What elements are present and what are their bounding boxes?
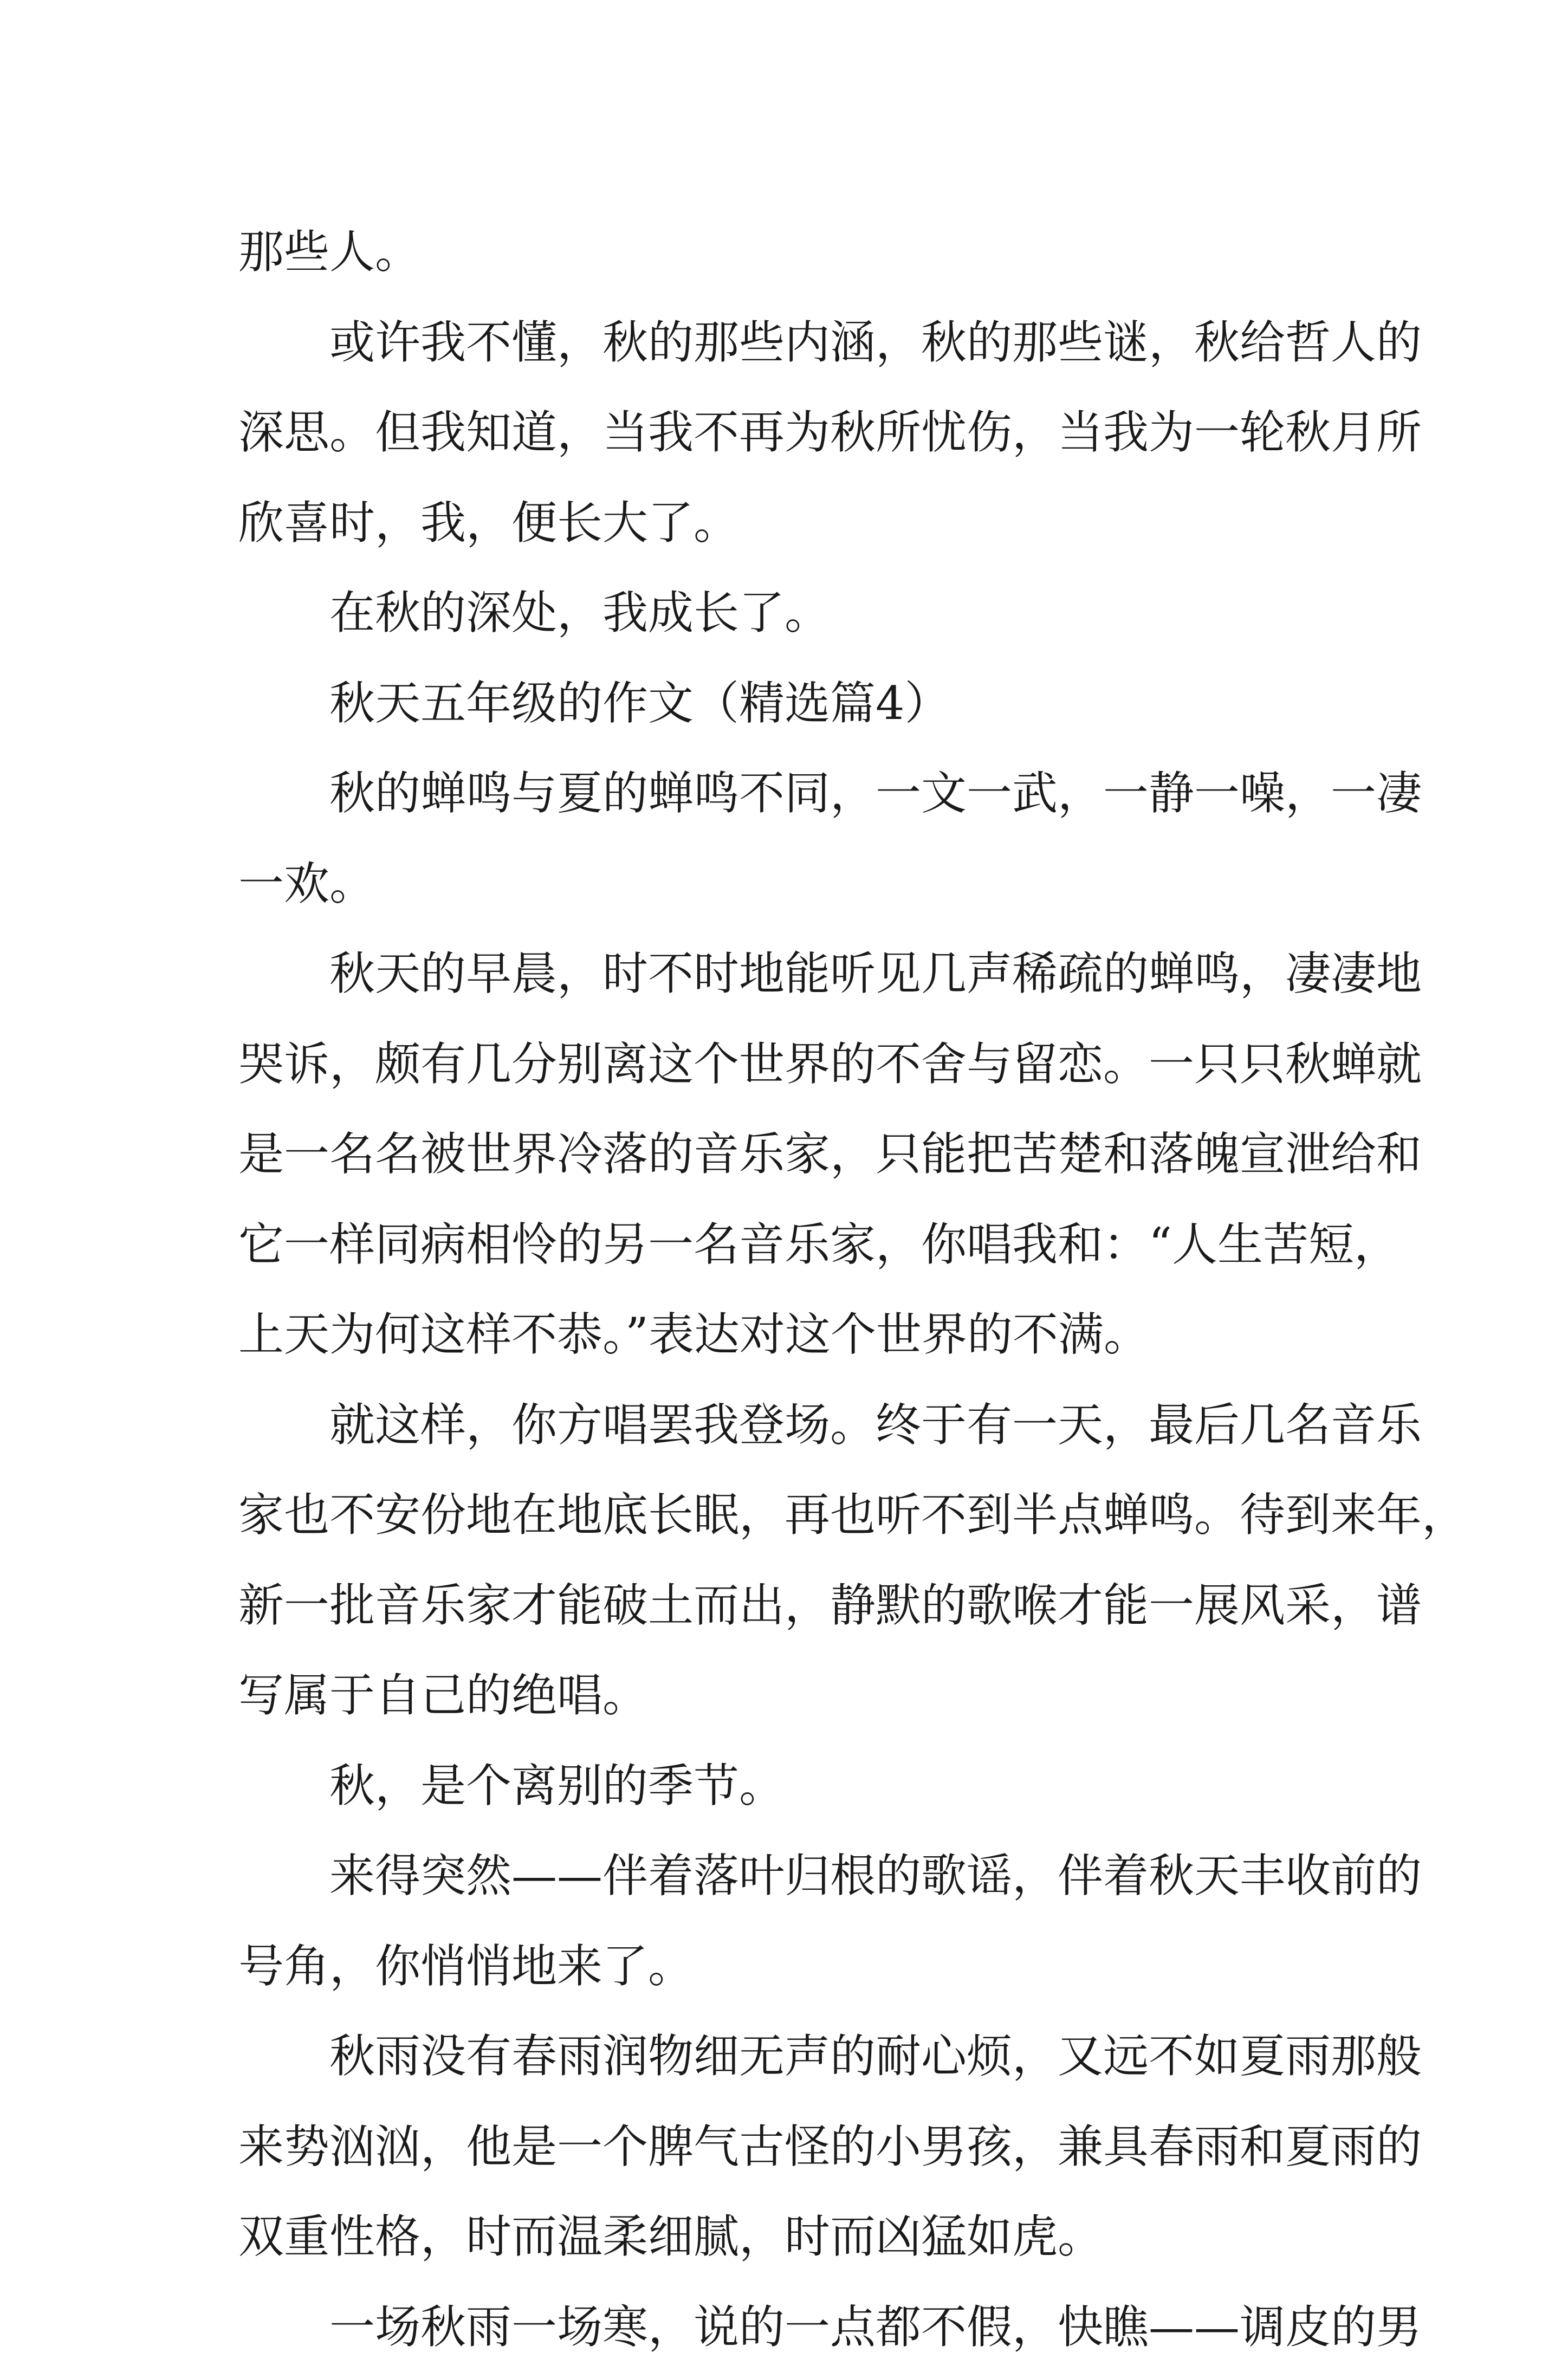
text-line: 它一样同病相怜的另一名音乐家，你唱我和：“人生苦短，	[238, 1200, 1327, 1290]
text-line: 一欢。	[238, 839, 1327, 929]
text-line: 深思。但我知道，当我不再为秋所忧伤，当我为一轮秋月所	[238, 387, 1327, 478]
text-line: 一场秋雨一场寒，说的一点都不假，快瞧——调皮的男	[238, 2282, 1327, 2372]
text-line: 上天为何这样不恭。”表达对这个世界的不满。	[238, 1289, 1327, 1380]
text-line: 秋的蝉鸣与夏的蝉鸣不同，一文一武，一静一噪，一凄	[238, 748, 1327, 839]
text-line: 在秋的深处，我成长了。	[238, 568, 1327, 658]
text-line: 家也不安份地在地底长眠，再也听不到半点蝉鸣。待到来年，	[238, 1470, 1327, 1560]
text-line: 是一名名被世界冷落的音乐家，只能把苦楚和落魄宣泄给和	[238, 1109, 1327, 1200]
text-line: 来得突然——伴着落叶归根的歌谣，伴着秋天丰收前的	[238, 1831, 1327, 1921]
text-line: 就这样，你方唱罢我登场。终于有一天，最后几名音乐	[238, 1380, 1327, 1470]
text-line: 秋天的早晨，时不时地能听见几声稀疏的蝉鸣，凄凄地	[238, 929, 1327, 1019]
text-line: 秋雨没有春雨润物细无声的耐心烦，又远不如夏雨那般	[238, 2011, 1327, 2102]
text-line: 新一批音乐家才能破土而出，静默的歌喉才能一展风采，谱	[238, 1560, 1327, 1651]
text-line: 秋天五年级的作文（精选篇4）	[238, 658, 1327, 749]
text-line: 秋，是个离别的季节。	[238, 1741, 1327, 1831]
text-line: 欣喜时，我，便长大了。	[238, 478, 1327, 568]
text-line: 来势汹汹，他是一个脾气古怪的小男孩，兼具春雨和夏雨的	[238, 2102, 1327, 2192]
text-line: 那些人。	[238, 207, 1327, 297]
body-text	[238, 207, 1327, 2372]
text-line: 写属于自己的绝唱。	[238, 1650, 1327, 1741]
text-line: 双重性格，时而温柔细腻，时而凶猛如虎。	[238, 2192, 1327, 2282]
text-line: 号角，你悄悄地来了。	[238, 1921, 1327, 2012]
text-line: 或许我不懂，秋的那些内涵，秋的那些谜，秋给哲人的	[238, 297, 1327, 388]
text-line: 哭诉，颇有几分别离这个世界的不舍与留恋。一只只秋蝉就	[238, 1019, 1327, 1110]
